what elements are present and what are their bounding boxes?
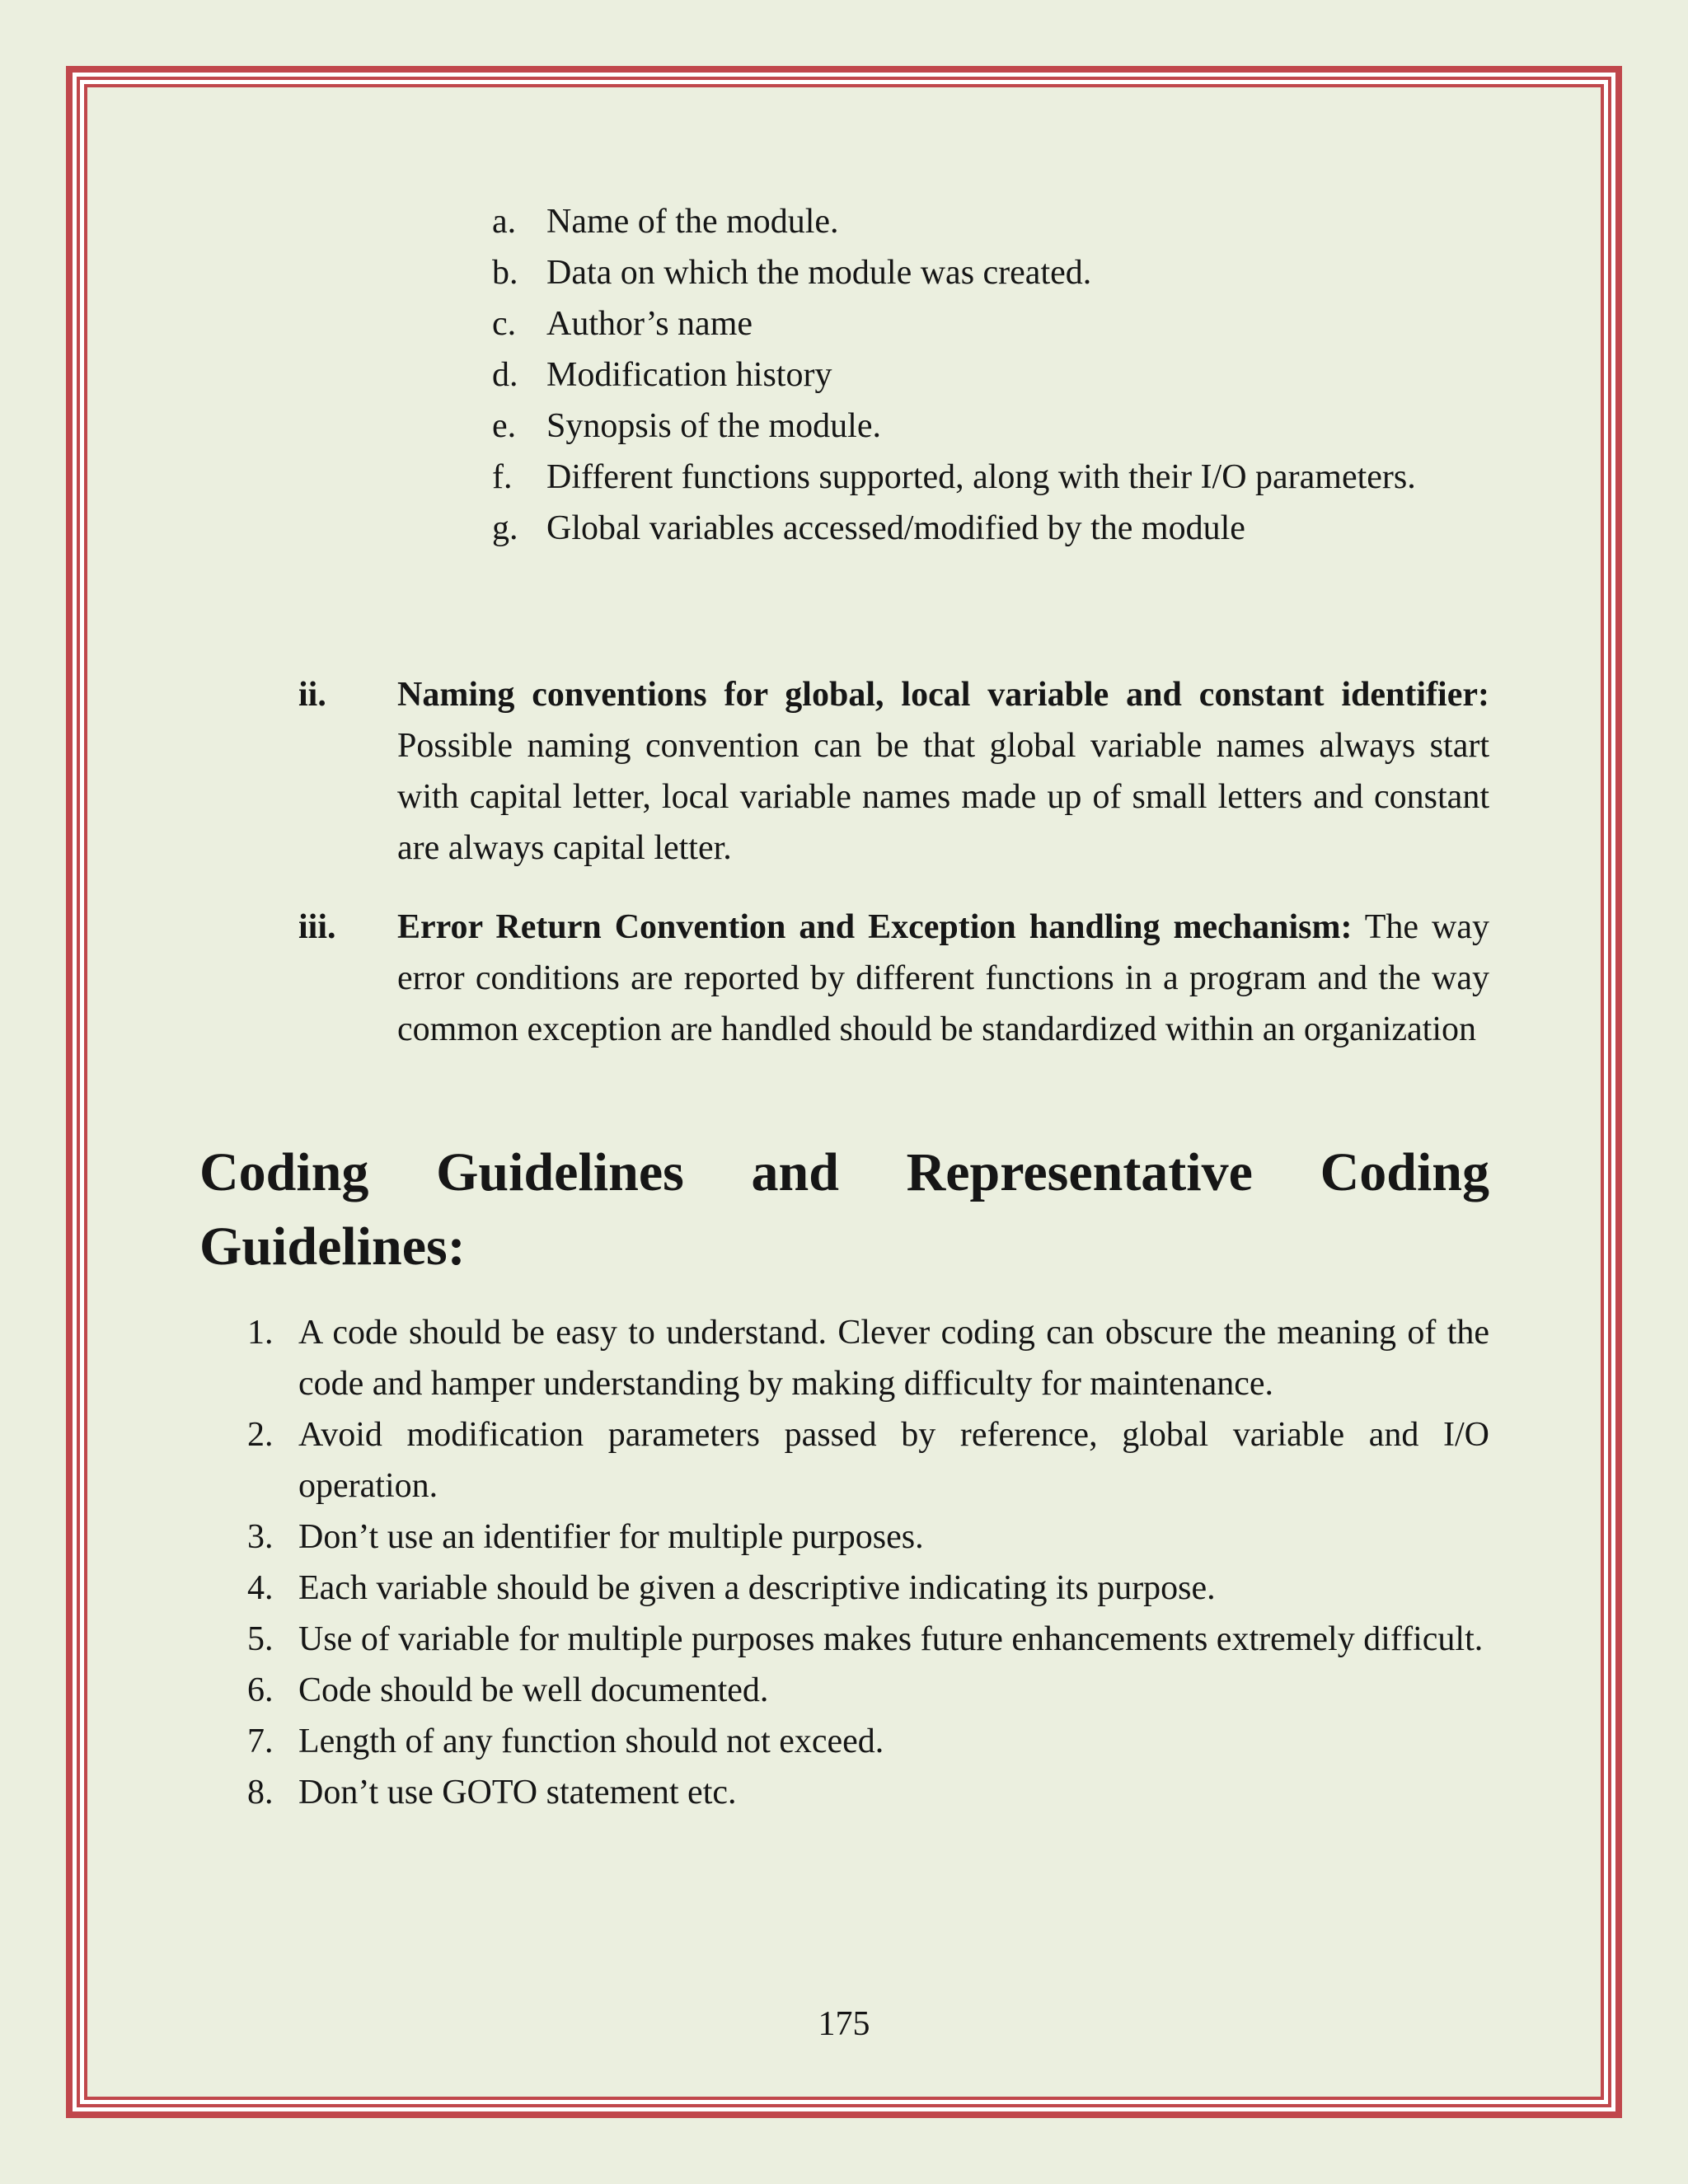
list-marker: a. xyxy=(492,203,517,241)
list-item xyxy=(247,1563,1489,1614)
list-marker: g. xyxy=(492,509,518,547)
list-item-text: Name of the module. xyxy=(546,203,839,241)
list-marker: e. xyxy=(492,407,517,445)
convention-paragraph xyxy=(397,902,1489,1055)
list-marker: c. xyxy=(492,305,517,343)
list-item xyxy=(247,1665,1489,1716)
list-item xyxy=(247,1614,1489,1665)
list-item xyxy=(492,247,1489,298)
list-item xyxy=(247,1511,1489,1563)
list-marker: 5. xyxy=(247,1620,274,1658)
list-item-text: Don’t use an identifier for multiple purposes. xyxy=(298,1518,924,1556)
list-item-text: Each variable should be given a descriptive indicating its purpose. xyxy=(298,1569,1216,1607)
list-item-text: Data on which the module was created. xyxy=(546,254,1092,292)
list-marker: 3. xyxy=(247,1518,274,1556)
convention-body: Possible naming convention can be that global variable names always start with capital letter, local variable names made up of small letters and constant are always capital letter. xyxy=(397,727,1489,867)
convention-title: Error Return Convention and Exception handling mechanism: xyxy=(397,908,1353,946)
page-number: 175 xyxy=(818,2005,870,2043)
list-marker: 1. xyxy=(247,1314,274,1352)
error-return-convention-item xyxy=(298,902,1489,1055)
list-item xyxy=(247,1716,1489,1767)
list-item xyxy=(492,196,1489,247)
list-marker: d. xyxy=(492,356,518,394)
list-item xyxy=(247,1409,1489,1511)
convention-body: The way error conditions are reported by different functions in a program and the way common exception are handled should be standardized within an organization xyxy=(397,908,1490,1048)
coding-guidelines-list xyxy=(247,1307,1489,1818)
list-item-text: A code should be easy to understand. Clever coding can obscure the meaning of the code and hamper understanding by making difficulty for maintenance. xyxy=(298,1314,1489,1403)
list-item xyxy=(492,298,1489,349)
convention-title: Naming conventions for global, local variable and constant identifier: xyxy=(397,676,1489,714)
list-item-text: Avoid modification parameters passed by reference, global variable and I/O operation. xyxy=(298,1416,1489,1505)
section-heading: Coding Guidelines and Representative Coding Guidelines: xyxy=(199,1142,1489,1277)
list-item-text: Use of variable for multiple purposes makes future enhancements extremely difficult. xyxy=(298,1620,1484,1658)
list-item xyxy=(492,349,1489,401)
list-item-text: Length of any function should not exceed. xyxy=(298,1722,884,1760)
list-item-text: Code should be well documented. xyxy=(298,1671,769,1709)
list-item xyxy=(492,503,1489,554)
module-header-list xyxy=(492,196,1489,554)
list-item-text: Don’t use GOTO statement etc. xyxy=(298,1774,737,1811)
list-item-text: Global variables accessed/modified by the module xyxy=(546,509,1245,547)
naming-conventions-item xyxy=(298,669,1489,874)
list-item xyxy=(492,452,1489,503)
convention-paragraph xyxy=(397,669,1489,874)
list-item xyxy=(247,1767,1489,1818)
list-item xyxy=(247,1307,1489,1409)
list-marker: 6. xyxy=(247,1671,274,1709)
list-marker: b. xyxy=(492,254,518,292)
list-item-text: Synopsis of the module. xyxy=(546,407,881,445)
list-item-text: Different functions supported, along with their I/O parameters. xyxy=(546,458,1416,496)
list-item xyxy=(492,401,1489,452)
list-marker: 8. xyxy=(247,1774,274,1811)
list-marker: 4. xyxy=(247,1569,274,1607)
list-item-text: Author’s name xyxy=(546,305,753,343)
list-marker: 2. xyxy=(247,1416,274,1454)
roman-marker: ii. xyxy=(298,676,326,714)
roman-marker: iii. xyxy=(298,908,336,946)
list-marker: 7. xyxy=(247,1722,274,1760)
list-item-text: Modification history xyxy=(546,356,832,394)
list-marker: f. xyxy=(492,458,513,496)
